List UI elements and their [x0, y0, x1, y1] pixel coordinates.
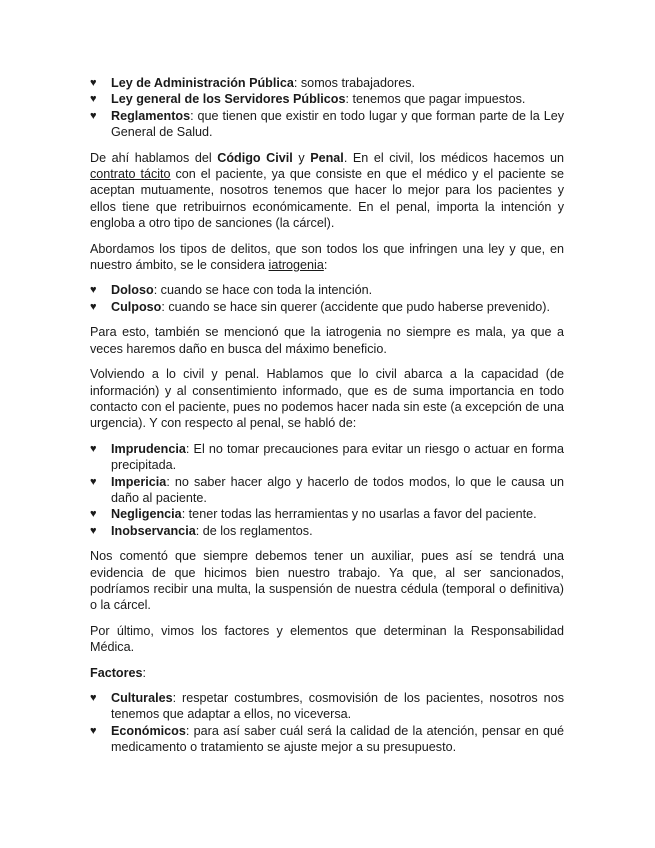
list-item-text: : cuando se hace sin querer (accidente que pudo haberse prevenido).: [161, 299, 550, 314]
list-item-text: : de los reglamentos.: [195, 523, 313, 538]
underlined-term: iatrogenia: [268, 258, 324, 273]
list-item-term: Inobservancia: [111, 523, 196, 538]
list-item: [90, 299, 564, 315]
underlined-term: contrato tácito: [90, 167, 171, 182]
delitos-list: [90, 282, 564, 315]
paragraph-iatrogenia: Para esto, también se mencionó que la iatrogenia no siempre es mala, ya que a veces haremos daño en busca del máximo beneficio.: [90, 325, 564, 356]
heart-bullet-icon: ♥: [90, 524, 97, 537]
list-item-term: Económicos: [111, 723, 186, 738]
list-item: [90, 282, 564, 298]
list-item-term: Impericia: [111, 474, 167, 489]
list-item-text: : para así saber cuál será la calidad de la atención, pensar en qué medicamento o tratamiento se ajuste mejor a su presupuesto.: [111, 723, 564, 755]
list-item-text: : no saber hacer algo y hacerlo de todos modos, lo que le causa un daño al paciente.: [111, 474, 564, 505]
list-item-term: Reglamentos: [111, 108, 191, 123]
paragraph-codigo-civil-penal: De ahí hablamos del Código Civil y Penal. En el civil, los médicos hacemos un contrato tácito con el paciente, ya que consiste en que el médico y el paciente se aceptan mutuamente, nosotros tenemos que hacer lo mejor para los pacientes y ellos tiene que retribuirnos económicamente. En el penal, importa la intención y engloba a otro tipo de sanciones (la cárcel).: [90, 150, 565, 231]
laws-list: [90, 75, 564, 141]
list-item-text: : cuando se hace con toda la intención.: [153, 283, 373, 298]
heart-bullet-icon: ♥: [90, 109, 97, 122]
list-item-term: Culturales: [111, 691, 173, 705]
heart-bullet-icon: ♥: [90, 77, 97, 89]
list-item: [90, 75, 564, 91]
heart-bullet-icon: ♥: [90, 442, 97, 455]
list-item: [90, 506, 564, 522]
list-item-text: : tenemos que pagar impuestos.: [345, 92, 526, 107]
penal-list: [90, 441, 564, 539]
heart-bullet-icon: ♥: [90, 475, 97, 488]
paragraph-delitos: Abordamos los tipos de delitos, que son todos los que infringen una ley y que, en nuestro ámbito, se le considera iatrogenia:: [90, 241, 564, 273]
heart-bullet-icon: ♥: [90, 724, 97, 737]
paragraph-civil-penal: Volviendo a lo civil y penal. Hablamos que lo civil abarca a la capacidad (de información) y al consentimiento informado, que es de suma importancia en todo contacto con el paciente, pues no podemos hacer nada sin este (a excepción de una urgencia). Y con respecto al penal, se habló de:: [90, 367, 564, 431]
list-item-term: Imprudencia: [111, 441, 186, 456]
list-item-term: Ley de Administración Pública: [111, 76, 294, 90]
heart-bullet-icon: ♥: [90, 284, 97, 297]
list-item: [90, 474, 564, 507]
factores-heading: Factores:: [90, 665, 146, 680]
list-item: [90, 523, 564, 539]
heart-bullet-icon: ♥: [90, 692, 97, 704]
document-page: [90, 75, 564, 756]
list-item: [90, 441, 564, 474]
list-item: [90, 91, 564, 107]
list-item: [90, 108, 564, 141]
list-item-term: Culposo: [111, 299, 162, 314]
list-item-text: : El no tomar precauciones para evitar un riesgo o actuar en forma precipitada.: [111, 441, 564, 473]
list-item-text: : tener todas las herramientas y no usarlas a favor del paciente.: [181, 507, 537, 522]
list-item: [90, 723, 564, 756]
list-item-text: : respetar costumbres, cosmovisión de los pacientes, nosotros nos tenemos que adaptar a ellos, no viceversa.: [111, 691, 564, 722]
heart-bullet-icon: ♥: [90, 300, 97, 313]
list-item-text: : que tienen que existir en todo lugar y que forman parte de la Ley General de Salud.: [111, 108, 564, 140]
list-item-text: : somos trabajadores.: [293, 76, 415, 90]
list-item-term: Negligencia: [111, 507, 182, 522]
factores-list: [90, 690, 564, 756]
list-item: [90, 690, 564, 723]
heart-bullet-icon: ♥: [90, 93, 97, 106]
paragraph-responsabilidad: Por último, vimos los factores y elementos que determinan la Responsabilidad Médica.: [90, 623, 564, 655]
heart-bullet-icon: ♥: [90, 508, 97, 521]
list-item-term: Doloso: [111, 283, 154, 298]
paragraph-auxiliar: Nos comentó que siempre debemos tener un auxiliar, pues así se tendrá una evidencia de que hicimos bien nuestro trabajo. Ya que, al ser sancionados, podríamos recibir una multa, la suspensión de nuestra cédula (temporal o definitiva) o la cárcel.: [90, 549, 564, 613]
list-item-term: Ley general de los Servidores Públicos: [111, 92, 346, 107]
